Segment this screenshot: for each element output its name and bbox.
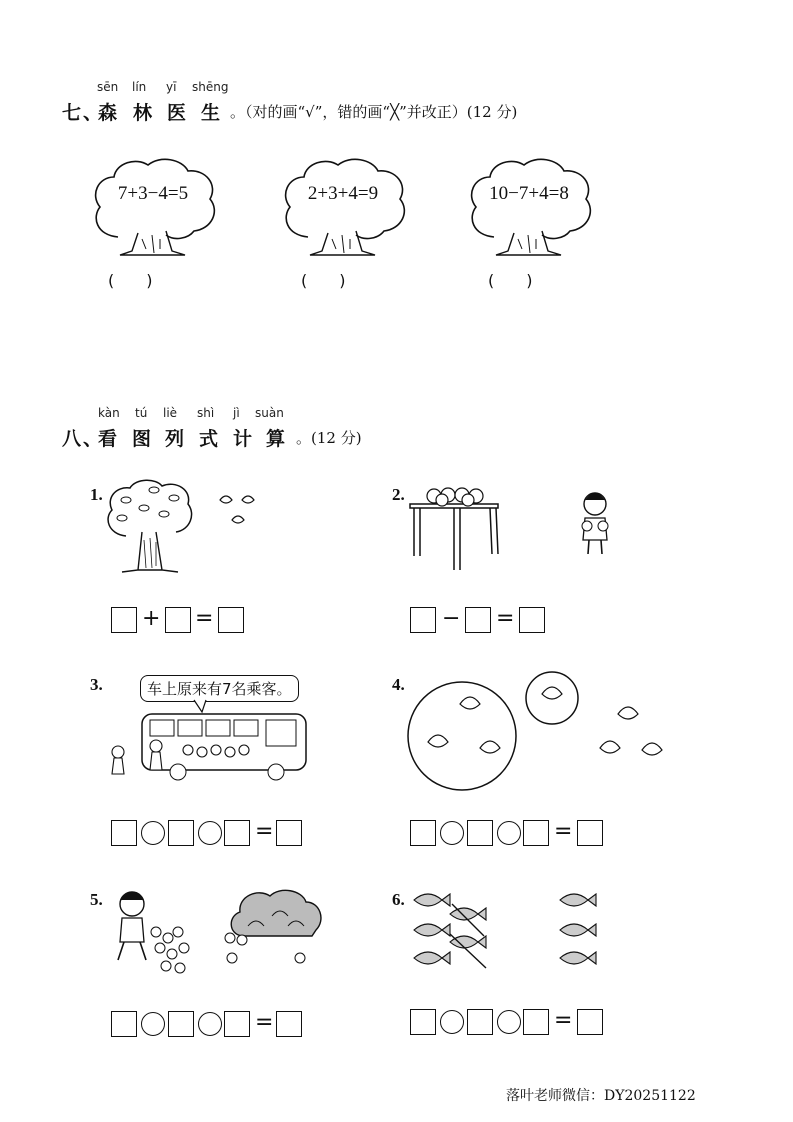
tree-3 xyxy=(466,155,596,260)
tree-equation: 2+3+4=9 xyxy=(307,183,379,204)
answer-box[interactable] xyxy=(467,1009,493,1035)
chick-icon xyxy=(151,927,189,973)
problem-number: 1. xyxy=(90,485,103,504)
answer-blank-3[interactable]: ( ) xyxy=(488,271,533,290)
tree-with-birds-icon xyxy=(104,478,196,574)
tree-equation: 10−7+4=8 xyxy=(489,183,569,204)
operator-circle[interactable] xyxy=(440,1010,464,1034)
table-with-apples-icon xyxy=(406,478,506,572)
answer-box[interactable] xyxy=(467,820,493,846)
operator: + xyxy=(142,606,161,631)
pinyin-sheng: shēng xyxy=(192,80,229,94)
problem-number: 5. xyxy=(90,890,103,909)
bird-icon xyxy=(428,687,662,755)
answer-box[interactable] xyxy=(410,820,436,846)
bus-icon xyxy=(106,700,316,790)
answer-box[interactable] xyxy=(523,820,549,846)
operator: = xyxy=(496,606,515,631)
problem-number: 6. xyxy=(392,890,405,909)
operator-circle[interactable] xyxy=(497,1010,521,1034)
answer-box[interactable] xyxy=(111,607,137,633)
operator-circle[interactable] xyxy=(198,821,222,845)
pinyin-sen: sēn xyxy=(97,80,119,94)
footer-watermark: 落叶老师微信：DY20251122 xyxy=(506,1088,696,1104)
problem-number: 4. xyxy=(392,675,405,694)
answer-box[interactable] xyxy=(523,1009,549,1035)
section7-number: 七、 xyxy=(62,102,105,124)
section7-title-char: 林 xyxy=(133,102,155,124)
section8-title-char: 看 xyxy=(98,428,120,450)
operator: = xyxy=(195,606,214,631)
answer-box[interactable] xyxy=(168,1011,194,1037)
pinyin-lin: lín xyxy=(132,80,147,94)
answer-box[interactable] xyxy=(218,607,244,633)
tree-icon xyxy=(466,155,596,260)
section8-title-char: 算 xyxy=(266,428,288,450)
pinyin-lie: liè xyxy=(163,406,178,420)
pinyin-tu: tú xyxy=(135,406,148,420)
problem-number: 3. xyxy=(90,675,103,694)
answer-box[interactable] xyxy=(519,607,545,633)
tree-equation: 7+3−4=5 xyxy=(117,183,189,204)
operator: = xyxy=(255,1010,274,1035)
section7-title-char: 医 xyxy=(167,102,189,124)
section8-instruction: 。(12 分) xyxy=(296,429,362,447)
speech-bubble: 车上原来有7名乘客。 xyxy=(140,675,299,702)
tree-icon xyxy=(280,155,410,260)
bird-icon xyxy=(216,490,266,532)
fish-group-icon xyxy=(406,884,606,980)
answer-box[interactable] xyxy=(465,607,491,633)
answer-box[interactable] xyxy=(410,607,436,633)
answer-box[interactable] xyxy=(224,820,250,846)
operator: = xyxy=(554,819,573,844)
answer-box[interactable] xyxy=(111,1011,137,1037)
operator-circle[interactable] xyxy=(198,1012,222,1036)
section8-title-char: 图 xyxy=(132,428,154,450)
pinyin-shi: shì xyxy=(197,406,215,420)
answer-box[interactable] xyxy=(276,820,302,846)
pinyin-kan: kàn xyxy=(98,406,120,420)
section8-number: 八、 xyxy=(62,428,105,450)
pinyin-ji: jì xyxy=(233,406,240,420)
boy-icon xyxy=(575,490,615,558)
answer-box[interactable] xyxy=(168,820,194,846)
answer-blank-2[interactable]: ( ) xyxy=(301,271,346,290)
answer-box[interactable] xyxy=(276,1011,302,1037)
fish-icon xyxy=(414,894,596,964)
operator-circle[interactable] xyxy=(141,1012,165,1036)
problem-number: 2. xyxy=(392,485,405,504)
section8-title-char: 列 xyxy=(165,428,187,450)
operator-circle[interactable] xyxy=(440,821,464,845)
section7-instruction: 。（对的画“√”，错的画“╳”并改正）(12 分) xyxy=(230,103,518,121)
pinyin-yi: yī xyxy=(166,80,177,94)
operator: − xyxy=(442,606,461,631)
answer-blank-1[interactable]: ( ) xyxy=(108,271,153,290)
birds-in-circles-icon xyxy=(406,668,676,794)
section8-title-char: 计 xyxy=(233,428,255,450)
answer-box[interactable] xyxy=(577,820,603,846)
pinyin-suan: suàn xyxy=(255,406,284,420)
answer-box[interactable] xyxy=(577,1009,603,1035)
section8-title-char: 式 xyxy=(199,428,221,450)
boy-with-chicks-icon xyxy=(106,886,192,976)
bush-with-chicks-icon xyxy=(218,886,328,976)
section7-title-char: 生 xyxy=(201,102,223,124)
answer-box[interactable] xyxy=(224,1011,250,1037)
answer-box[interactable] xyxy=(165,607,191,633)
operator: = xyxy=(554,1008,573,1033)
answer-box[interactable] xyxy=(111,820,137,846)
section7-title-char: 森 xyxy=(98,102,120,124)
tree-icon xyxy=(90,155,220,260)
tree-2 xyxy=(280,155,410,260)
operator-circle[interactable] xyxy=(141,821,165,845)
operator-circle[interactable] xyxy=(497,821,521,845)
answer-box[interactable] xyxy=(410,1009,436,1035)
operator: = xyxy=(255,819,274,844)
tree-1 xyxy=(90,155,220,260)
chick-icon xyxy=(225,933,305,963)
